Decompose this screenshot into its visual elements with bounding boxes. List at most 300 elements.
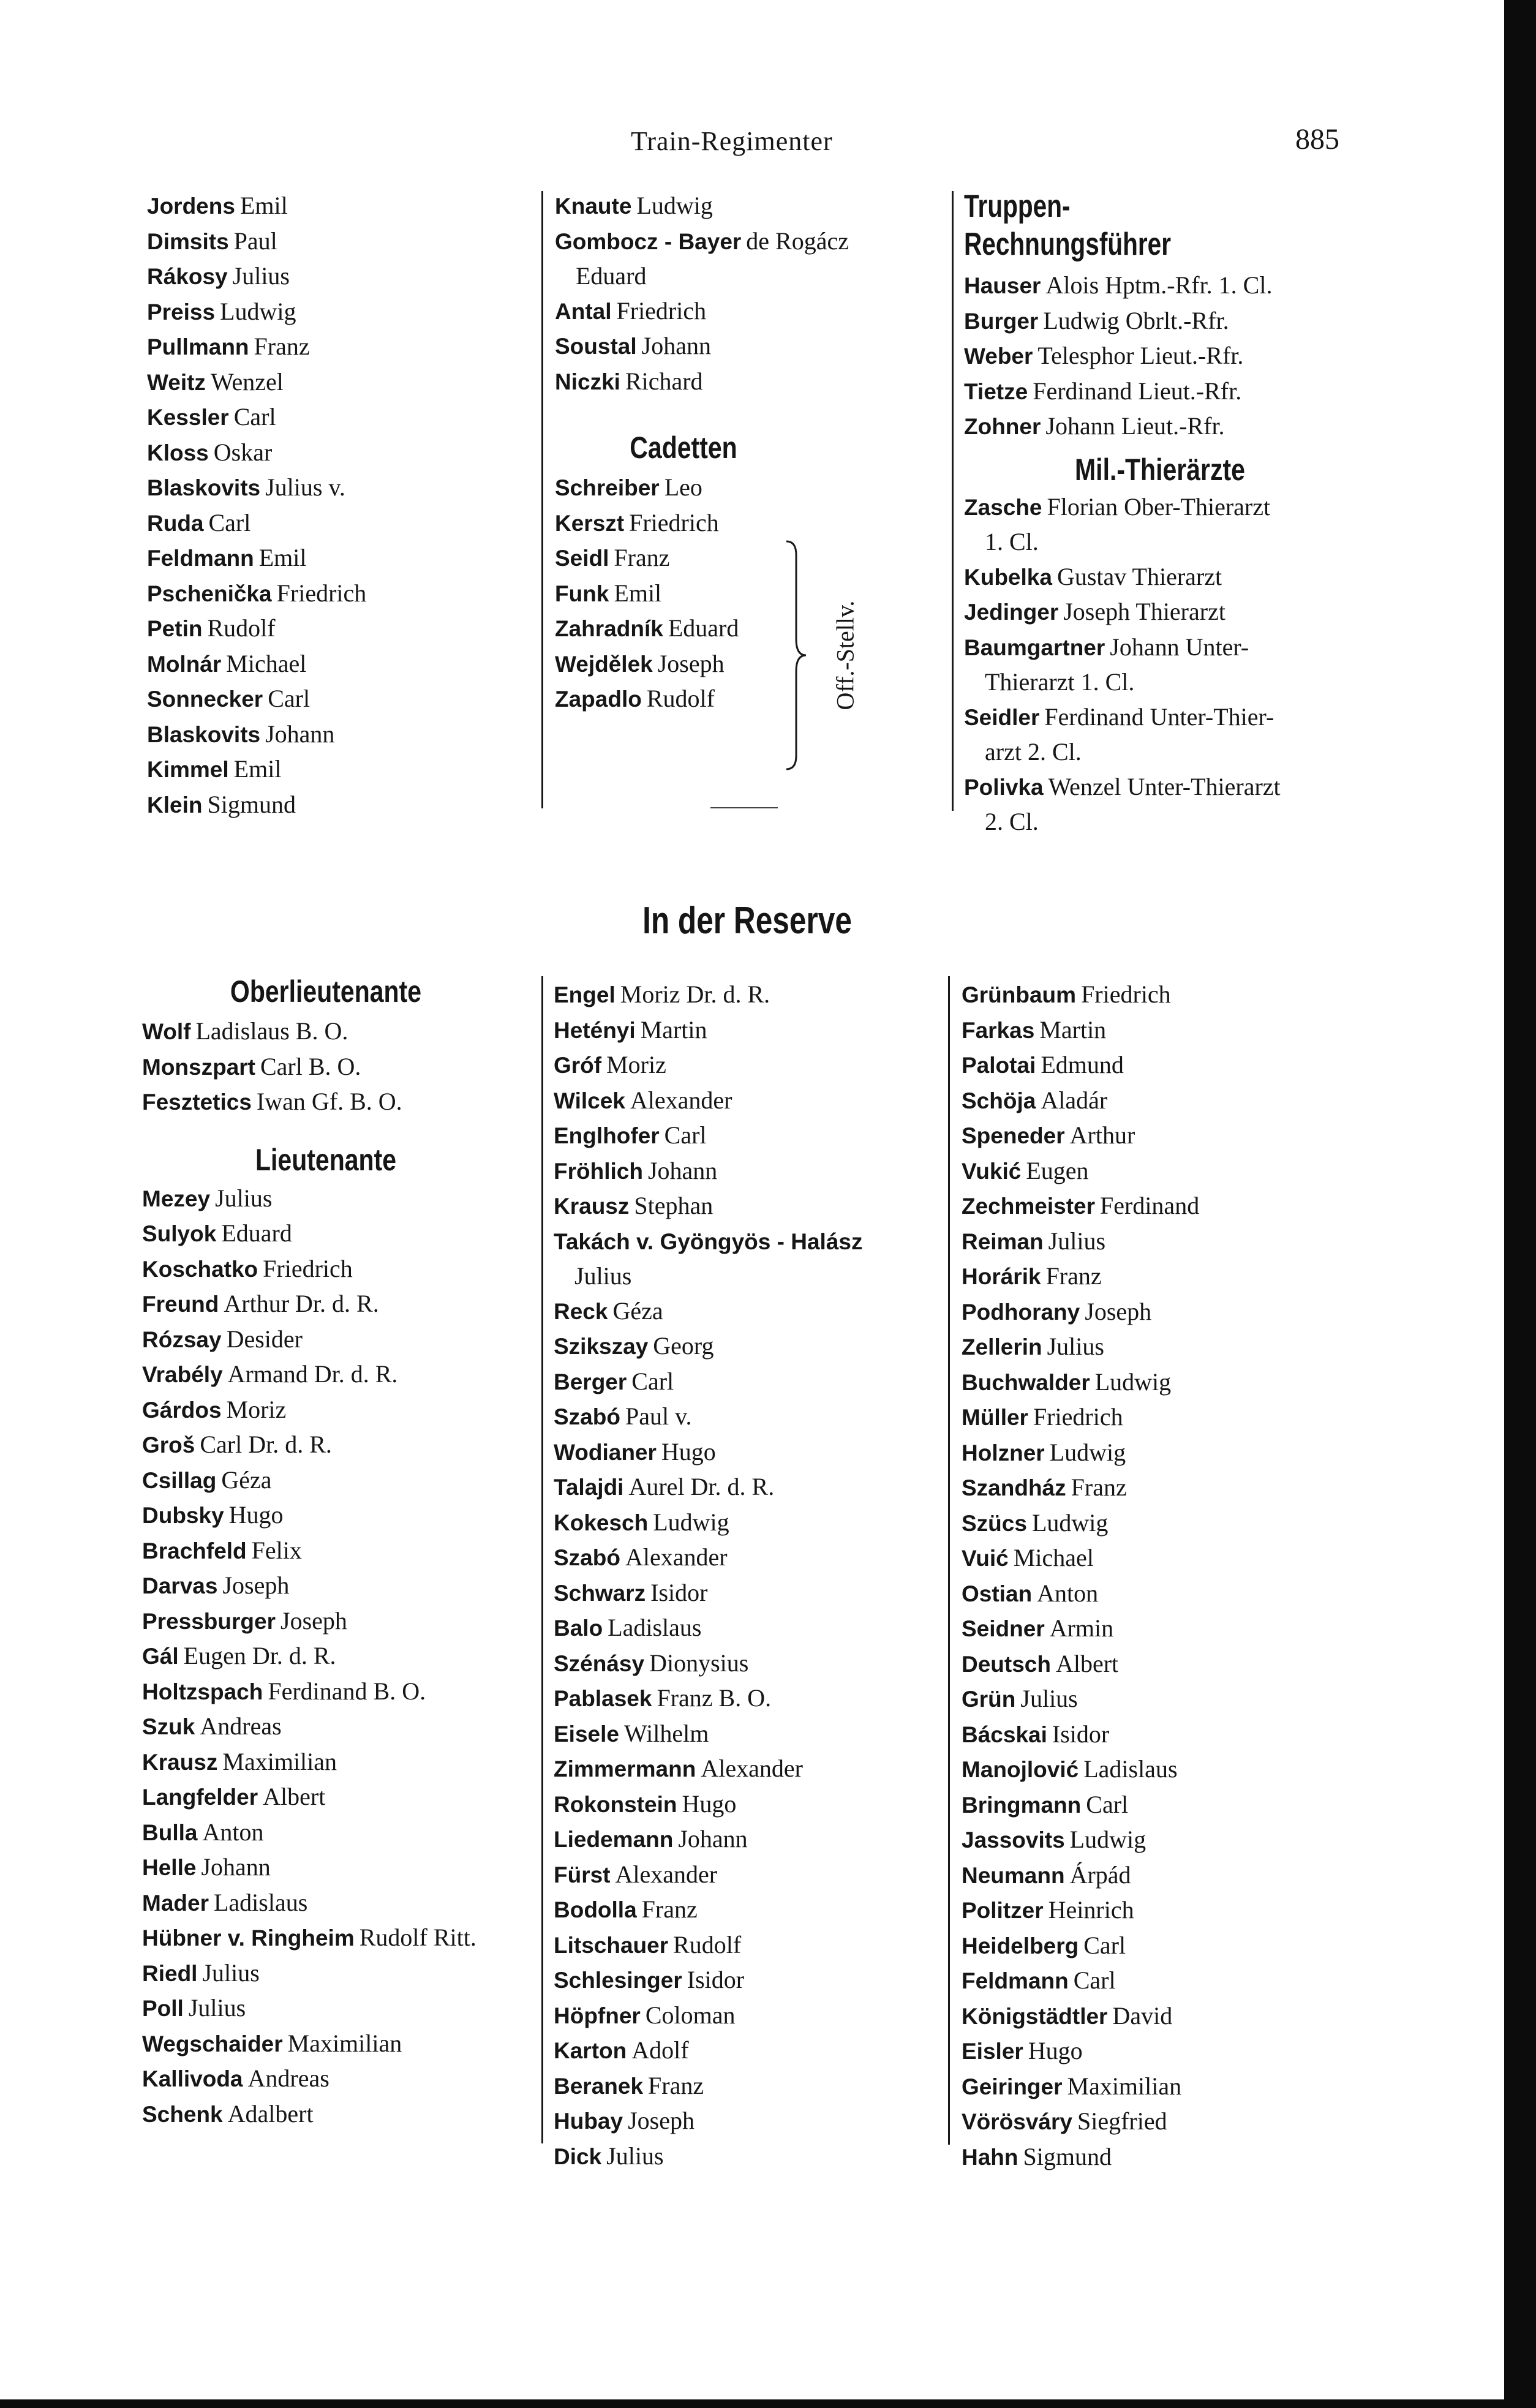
given-name: Johann bbox=[678, 1825, 748, 1853]
list-item bbox=[964, 560, 1356, 595]
list-item bbox=[142, 1886, 534, 1921]
surname: Feldmann bbox=[962, 1968, 1069, 1993]
surname: Hahn bbox=[962, 2144, 1018, 2170]
list-item bbox=[142, 1181, 534, 1217]
list-item bbox=[142, 1357, 534, 1393]
list-item bbox=[962, 1189, 1353, 1224]
given-name: Carl Dr. d. R. bbox=[200, 1431, 332, 1458]
list-item bbox=[962, 1611, 1353, 1647]
surname: Vrabély bbox=[142, 1362, 223, 1387]
given-name: Anton bbox=[1037, 1579, 1099, 1607]
surname: Eisele bbox=[554, 1721, 619, 1747]
list-item bbox=[142, 1085, 534, 1120]
given-name: Adalbert bbox=[227, 2099, 314, 2128]
given-name: Franz B. O. bbox=[657, 1684, 772, 1712]
surname: Liedemann bbox=[554, 1827, 674, 1852]
given-name: Alexander bbox=[630, 1086, 732, 1114]
list-item bbox=[142, 2097, 534, 2132]
surname: Höpfner bbox=[554, 2003, 641, 2028]
given-name: Carl bbox=[268, 685, 311, 712]
surname: Petin bbox=[147, 616, 203, 641]
surname: Blaskovits bbox=[147, 475, 261, 500]
given-name: Johann bbox=[647, 1156, 718, 1184]
surname: Fesztetics bbox=[142, 1089, 252, 1115]
given-name: Rudolf bbox=[673, 1930, 742, 1958]
surname: Manojlović bbox=[962, 1757, 1079, 1782]
scan-border-right bbox=[1504, 0, 1536, 2408]
surname: Zahradník bbox=[555, 616, 663, 641]
surname: Wodianer bbox=[554, 1439, 657, 1465]
given-name: Isidor bbox=[687, 1966, 745, 1993]
list-item bbox=[964, 595, 1356, 630]
list-item bbox=[962, 1788, 1353, 1823]
list-item bbox=[554, 1435, 946, 1470]
surname: Schenk bbox=[142, 2101, 223, 2127]
thieraerzte-list bbox=[964, 490, 1356, 840]
list-item bbox=[554, 1189, 946, 1224]
given-name: Maximilian bbox=[287, 2029, 402, 2057]
surname: Brachfeld bbox=[142, 1538, 247, 1563]
list-item bbox=[554, 1998, 946, 2034]
given-name: Moriz bbox=[226, 1395, 287, 1423]
given-name: Joseph bbox=[657, 649, 725, 677]
surname: Szénásy bbox=[554, 1650, 645, 1676]
given-name: Friedrich bbox=[263, 1254, 353, 1282]
list-item bbox=[555, 541, 935, 576]
surname: Mezey bbox=[142, 1186, 211, 1211]
given-name: Friedrich bbox=[276, 579, 367, 607]
right-brace-icon bbox=[784, 540, 808, 770]
list-item bbox=[147, 752, 514, 788]
given-name: Wenzel bbox=[210, 367, 284, 396]
surname: Csillag bbox=[142, 1467, 217, 1493]
given-name: Franz bbox=[648, 2071, 704, 2099]
surname: Farkas bbox=[962, 1017, 1035, 1043]
surname: Berger bbox=[554, 1369, 627, 1394]
list-item bbox=[554, 2069, 946, 2104]
list-item bbox=[554, 1329, 946, 1364]
rechnungsfuehrer-list bbox=[964, 268, 1356, 445]
surname: Krausz bbox=[554, 1194, 630, 1219]
list-item bbox=[555, 470, 935, 506]
surname: Deutsch bbox=[962, 1651, 1051, 1677]
surname: Kallivoda bbox=[142, 2066, 243, 2091]
surname: Bringmann bbox=[962, 1792, 1082, 1818]
given-name: Arthur Dr. d. R. bbox=[224, 1290, 379, 1317]
surname: Kokesch bbox=[554, 1510, 649, 1535]
list-item bbox=[147, 788, 514, 823]
given-name: Oskar bbox=[213, 438, 273, 466]
entry-continuation: 2. Cl. bbox=[985, 808, 1039, 835]
list-item bbox=[142, 1014, 534, 1050]
surname: Holzner bbox=[962, 1440, 1045, 1465]
list-item bbox=[962, 1295, 1353, 1330]
list-item bbox=[962, 2069, 1353, 2105]
list-item bbox=[147, 682, 514, 717]
list-item bbox=[147, 717, 514, 753]
list-item bbox=[962, 1858, 1353, 1894]
surname: Wolf bbox=[142, 1019, 191, 1044]
list-item bbox=[554, 1294, 946, 1330]
list-item bbox=[962, 1541, 1353, 1576]
surname: Feldmann bbox=[147, 546, 254, 571]
given-name: Ferdinand Lieut.-Rfr. bbox=[1033, 377, 1242, 405]
list-item bbox=[142, 1322, 534, 1358]
list-item bbox=[555, 611, 935, 647]
list-item bbox=[142, 2026, 534, 2062]
given-name: Anton bbox=[202, 1818, 264, 1846]
surname: Karton bbox=[554, 2038, 627, 2063]
list-item bbox=[142, 1639, 534, 1674]
list-item bbox=[964, 770, 1356, 805]
list-item bbox=[142, 1463, 534, 1499]
list-item bbox=[142, 1533, 534, 1569]
surname: Molnár bbox=[147, 651, 222, 677]
list-item bbox=[962, 1224, 1353, 1260]
entry-continuation: arzt 2. Cl. bbox=[985, 738, 1082, 766]
surname: Groš bbox=[142, 1432, 195, 1458]
surname: Jassovits bbox=[962, 1827, 1065, 1853]
given-name: Sigmund bbox=[1023, 2142, 1112, 2170]
surname: Schöja bbox=[962, 1088, 1036, 1113]
list-item bbox=[555, 259, 935, 294]
surname: Reck bbox=[554, 1298, 608, 1324]
list-item bbox=[555, 224, 935, 260]
given-name: Martin bbox=[640, 1015, 707, 1044]
surname: Hübner v. Ringheim bbox=[142, 1925, 355, 1951]
list-item bbox=[964, 268, 1356, 304]
surname: Pullmann bbox=[147, 334, 249, 359]
surname: Vörösváry bbox=[962, 2109, 1072, 2134]
given-name: Coloman bbox=[645, 2001, 736, 2029]
given-name: Géza bbox=[612, 1296, 663, 1325]
given-name: Joseph bbox=[1085, 1297, 1152, 1325]
surname: Königstädtler bbox=[962, 2003, 1108, 2029]
list-item bbox=[962, 1048, 1353, 1083]
list-item bbox=[962, 1717, 1353, 1753]
surname: Dick bbox=[554, 2143, 602, 2169]
surname: Speneder bbox=[962, 1123, 1065, 1148]
given-name: Moriz Dr. d. R. bbox=[620, 980, 770, 1008]
surname: Kimmel bbox=[147, 757, 229, 782]
list-item bbox=[554, 1751, 946, 1787]
scan-border-bottom bbox=[0, 2399, 1536, 2408]
surname: Zohner bbox=[964, 414, 1041, 439]
given-name: Julius bbox=[232, 262, 290, 290]
given-name: Maximilian bbox=[222, 1747, 337, 1775]
list-item bbox=[964, 374, 1356, 410]
given-name: Gustav Thierarzt bbox=[1056, 562, 1222, 590]
surname: Darvas bbox=[142, 1573, 218, 1598]
list-item bbox=[142, 1674, 534, 1710]
list-item bbox=[962, 1470, 1353, 1506]
given-name: Hugo bbox=[228, 1501, 284, 1529]
surname: Fürst bbox=[554, 1862, 611, 1887]
surname: Funk bbox=[555, 581, 609, 606]
surname: Zimmermann bbox=[554, 1756, 696, 1782]
surname: Palotai bbox=[962, 1053, 1036, 1078]
given-name: Armand Dr. d. R. bbox=[227, 1360, 398, 1388]
given-name: Franz bbox=[1071, 1473, 1127, 1501]
given-name: Carl bbox=[664, 1121, 707, 1149]
given-name: Carl B. O. bbox=[260, 1052, 361, 1080]
thieraerzte-heading: Mil.-Thierärzte bbox=[1075, 452, 1245, 487]
surname: Podhorany bbox=[962, 1299, 1080, 1325]
given-name: Alexander bbox=[625, 1543, 728, 1571]
list-item bbox=[962, 1893, 1353, 1928]
surname: Buchwalder bbox=[962, 1369, 1090, 1395]
given-name: David bbox=[1112, 2001, 1173, 2030]
surname: Engel bbox=[554, 982, 616, 1007]
given-name: Joseph Thierarzt bbox=[1063, 598, 1225, 625]
list-item bbox=[142, 1850, 534, 1886]
list-item bbox=[147, 224, 514, 260]
surname: Schwarz bbox=[554, 1580, 646, 1606]
surname: Seidl bbox=[555, 546, 609, 571]
given-name: Alexander bbox=[701, 1755, 803, 1782]
surname: Balo bbox=[554, 1616, 603, 1641]
given-name: Eugen bbox=[1026, 1156, 1089, 1184]
given-name: Moriz bbox=[606, 1051, 666, 1078]
surname: Takách v. Gyöngyös - Halász bbox=[554, 1228, 863, 1254]
given-name: Siegfried bbox=[1077, 2107, 1167, 2135]
list-item bbox=[554, 2104, 946, 2139]
given-name: Desider bbox=[226, 1325, 303, 1353]
given-name: Carl bbox=[233, 403, 276, 431]
column-rule-bottom-1 bbox=[541, 976, 543, 2143]
given-name: Iwan Gf. B. O. bbox=[256, 1088, 402, 1115]
given-name: Maximilian bbox=[1067, 2072, 1182, 2100]
list-item bbox=[554, 1611, 946, 1646]
list-item bbox=[147, 470, 514, 506]
surname: Sonnecker bbox=[147, 687, 263, 712]
given-name: Paul bbox=[233, 227, 277, 255]
list-item bbox=[554, 1013, 946, 1048]
surname: Hubay bbox=[554, 2109, 623, 2134]
list-item bbox=[962, 1576, 1353, 1612]
surname: Langfelder bbox=[142, 1785, 258, 1810]
given-name: Ladislaus B. O. bbox=[195, 1017, 348, 1045]
surname: Wejdělek bbox=[555, 651, 653, 677]
given-name: Emil bbox=[614, 579, 662, 607]
given-name: Carl bbox=[1086, 1790, 1129, 1818]
list-item bbox=[554, 1576, 946, 1611]
list-item bbox=[964, 630, 1356, 666]
list-item bbox=[142, 1498, 534, 1533]
given-name: Julius v. bbox=[265, 473, 345, 501]
surname: Zechmeister bbox=[962, 1194, 1095, 1219]
list-item bbox=[962, 1083, 1353, 1119]
given-name: Ludwig Obrlt.-Rfr. bbox=[1043, 306, 1229, 334]
given-name: Friedrich bbox=[616, 296, 707, 325]
surname: Gróf bbox=[554, 1053, 602, 1078]
given-name: Ludwig bbox=[220, 297, 296, 325]
given-name: Emil bbox=[233, 755, 282, 783]
given-name: Telesphor Lieut.-Rfr. bbox=[1037, 342, 1244, 369]
given-name: Albert bbox=[1055, 1649, 1119, 1677]
given-name: Michael bbox=[226, 649, 307, 677]
given-name: Johann Lieut.-Rfr. bbox=[1045, 412, 1225, 440]
given-name: Ferdinand bbox=[1100, 1192, 1200, 1219]
list-item bbox=[142, 1956, 534, 1992]
list-item bbox=[147, 400, 514, 435]
surname: Bácskai bbox=[962, 1721, 1047, 1747]
surname: Krausz bbox=[142, 1749, 218, 1775]
surname: Baumgartner bbox=[964, 634, 1105, 660]
list-item bbox=[554, 1963, 946, 1998]
surname: Ostian bbox=[962, 1581, 1033, 1606]
given-name: Hugo bbox=[1028, 2037, 1083, 2064]
list-item bbox=[964, 700, 1356, 736]
list-item bbox=[554, 1118, 946, 1154]
reserve-column-2 bbox=[554, 977, 946, 2174]
surname: Niczki bbox=[555, 369, 620, 394]
given-name: Carl bbox=[1073, 1966, 1116, 1994]
list-item bbox=[147, 576, 514, 612]
cadetten-heading: Cadetten bbox=[630, 431, 737, 465]
given-name: Hugo bbox=[682, 1789, 737, 1818]
lieutenante-list bbox=[142, 1181, 534, 2132]
given-name: Emil bbox=[258, 544, 307, 571]
given-name: Alexander bbox=[615, 1860, 718, 1888]
list-item bbox=[142, 1815, 534, 1851]
list-item bbox=[962, 1647, 1353, 1682]
given-name: Alois Hptm.-Rfr. 1. Cl. bbox=[1045, 271, 1273, 299]
surname: Kubelka bbox=[964, 564, 1052, 590]
given-name: Eduard bbox=[668, 614, 739, 642]
given-name: Arthur bbox=[1069, 1121, 1135, 1149]
list-item bbox=[962, 1682, 1353, 1717]
list-item bbox=[962, 1154, 1353, 1189]
given-name: Ludwig bbox=[1049, 1438, 1126, 1466]
given-name: Wilhelm bbox=[623, 1719, 709, 1747]
surname: Weitz bbox=[147, 369, 206, 395]
given-name: Aladár bbox=[1041, 1086, 1108, 1114]
given-name: Andreas bbox=[247, 2064, 329, 2092]
given-name: Martin bbox=[1039, 1015, 1107, 1044]
list-item bbox=[142, 1780, 534, 1815]
given-name: Julius bbox=[606, 2142, 664, 2170]
list-item bbox=[554, 1822, 946, 1857]
entry-continuation: 1. Cl. bbox=[985, 528, 1039, 555]
given-name: Joseph bbox=[280, 1606, 347, 1635]
given-name: Wenzel Unter-Thierarzt bbox=[1048, 772, 1281, 800]
list-item bbox=[962, 1963, 1353, 1999]
list-item bbox=[147, 259, 514, 295]
given-name: Stephan bbox=[634, 1192, 713, 1219]
surname: Preiss bbox=[147, 299, 216, 325]
given-name: Hugo bbox=[661, 1437, 716, 1465]
surname: Hauser bbox=[964, 273, 1041, 298]
list-item bbox=[147, 189, 514, 224]
given-name: Friedrich bbox=[1081, 980, 1171, 1008]
given-name: Johann Unter- bbox=[1110, 633, 1249, 661]
list-item bbox=[147, 506, 514, 541]
surname: Koschatko bbox=[142, 1256, 258, 1282]
surname: Seidler bbox=[964, 704, 1040, 730]
given-name: Paul v. bbox=[625, 1402, 692, 1430]
surname: Zellerin bbox=[962, 1334, 1042, 1360]
given-name: Sigmund bbox=[207, 790, 296, 818]
surname: Sulyok bbox=[142, 1221, 217, 1246]
list-item bbox=[962, 1506, 1353, 1541]
given-name: Ludwig bbox=[1094, 1368, 1172, 1396]
given-name: Franz bbox=[614, 544, 670, 571]
given-name: Heinrich bbox=[1048, 1896, 1134, 1924]
surname: Schlesinger bbox=[554, 1968, 682, 1993]
cadetten-note: Off.-Stellv. bbox=[831, 600, 859, 710]
given-name: Georg bbox=[653, 1332, 714, 1360]
list-item bbox=[554, 1399, 946, 1435]
lieutenante-heading: Lieutenante bbox=[255, 1142, 397, 1177]
entry-continuation: Thierarzt 1. Cl. bbox=[985, 668, 1135, 696]
given-name: Michael bbox=[1013, 1544, 1094, 1571]
surname: Monszpart bbox=[142, 1054, 255, 1080]
list-item bbox=[147, 611, 514, 647]
list-item bbox=[554, 1857, 946, 1893]
given-name: Ludwig bbox=[1031, 1508, 1109, 1537]
surname: Neumann bbox=[962, 1862, 1065, 1888]
list-item bbox=[962, 1365, 1353, 1401]
surname: Heidelberg bbox=[962, 1933, 1079, 1958]
list-item bbox=[555, 329, 935, 364]
list-item bbox=[962, 1118, 1353, 1154]
list-item bbox=[962, 1013, 1353, 1048]
surname: Pressburger bbox=[142, 1608, 276, 1634]
list-item bbox=[554, 2033, 946, 2069]
list-item bbox=[555, 294, 935, 329]
list-item bbox=[142, 1604, 534, 1639]
surname: Grünbaum bbox=[962, 982, 1077, 1007]
given-name: Ferdinand Unter-Thier- bbox=[1044, 702, 1274, 731]
list-item bbox=[554, 1083, 946, 1119]
list-item bbox=[962, 1259, 1353, 1295]
list-item bbox=[554, 1540, 946, 1576]
list-item bbox=[142, 1216, 534, 1252]
list-item bbox=[147, 295, 514, 330]
list-item bbox=[142, 1709, 534, 1745]
officer-list bbox=[555, 189, 935, 399]
list-item bbox=[142, 1991, 534, 2026]
given-name: Rudolf bbox=[646, 685, 715, 712]
given-name: Eugen Dr. d. R. bbox=[183, 1642, 336, 1669]
given-name: Géza bbox=[221, 1465, 272, 1494]
list-item bbox=[964, 339, 1356, 374]
list-item bbox=[147, 541, 514, 576]
given-name: Julius bbox=[1020, 1685, 1078, 1712]
given-name: Franz bbox=[641, 1895, 698, 1923]
list-item bbox=[142, 1287, 534, 1322]
given-name: Florian Ober-Thierarzt bbox=[1047, 492, 1271, 521]
surname: Wegschaider bbox=[142, 2031, 283, 2056]
cadetten-list bbox=[555, 470, 935, 717]
given-name: Adolf bbox=[631, 2036, 689, 2064]
surname: Rózsay bbox=[142, 1326, 222, 1352]
surname: Freund bbox=[142, 1292, 219, 1317]
given-name: Andreas bbox=[200, 1712, 282, 1740]
list-item bbox=[554, 1364, 946, 1400]
given-name: Friedrich bbox=[1033, 1403, 1123, 1431]
given-name: Aurel Dr. d. R. bbox=[628, 1473, 775, 1500]
list-item bbox=[142, 1428, 534, 1463]
list-item bbox=[554, 1154, 946, 1189]
list-item bbox=[142, 1050, 534, 1085]
surname: Szikszay bbox=[554, 1334, 649, 1359]
surname: Kloss bbox=[147, 440, 209, 465]
given-name: Isidor bbox=[1052, 1720, 1110, 1748]
given-name: Isidor bbox=[650, 1578, 708, 1606]
surname: Antal bbox=[555, 298, 612, 324]
